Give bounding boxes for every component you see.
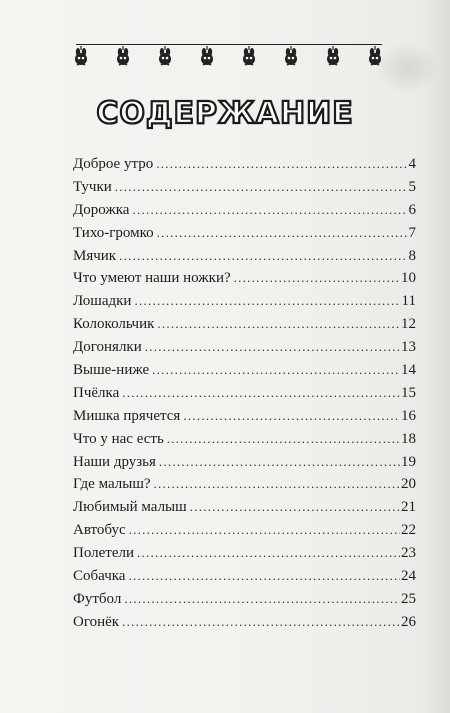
toc-leader-dots	[157, 222, 408, 245]
toc-entry-title: Что у нас есть	[73, 430, 164, 447]
toc-leader-dots	[128, 565, 400, 588]
toc-leader-dots	[145, 336, 400, 359]
toc-entry-page-number: 23	[401, 545, 416, 562]
toc-entry	[73, 542, 416, 565]
toc-entry-title: Тихо-громко	[73, 224, 154, 241]
toc-entry-title: Собачка	[73, 568, 126, 585]
toc-entry-page-number: 26	[401, 613, 416, 630]
toc-entry	[73, 428, 416, 451]
bunny-ornament-icon	[240, 45, 258, 67]
toc-leader-dots	[156, 153, 407, 176]
toc-entry-page-number: 4	[408, 156, 416, 172]
toc-entry-page-number: 19	[401, 453, 416, 470]
bunny-ornament-icon	[198, 45, 216, 67]
toc-entry-page-number: 21	[401, 499, 416, 516]
toc-leader-dots	[119, 245, 407, 268]
table-of-contents	[73, 153, 416, 634]
toc-entry-page-number: 8	[408, 247, 416, 264]
toc-entry-title: Колокольчик	[73, 316, 155, 333]
toc-entry-page-number: 25	[401, 590, 416, 607]
toc-entry	[73, 222, 416, 245]
bunny-ornament-icon	[114, 45, 132, 67]
page-title: СОДЕРЖАНИЕ	[96, 96, 354, 131]
toc-entry-page-number: 11	[401, 293, 416, 310]
toc-entry	[73, 153, 416, 176]
toc-entry-title: Пчёлка	[73, 384, 120, 401]
toc-leader-dots	[132, 199, 407, 222]
toc-entry-page-number: 6	[408, 201, 416, 218]
toc-entry	[73, 588, 416, 611]
toc-entry-page-number: 22	[401, 522, 416, 539]
toc-entry-title: Наши друзья	[73, 453, 156, 470]
toc-entry-page-number: 14	[401, 362, 416, 379]
toc-entry-page-number: 10	[401, 270, 416, 287]
toc-entry-title: Доброе утро	[73, 156, 154, 172]
toc-entry	[73, 267, 416, 290]
toc-entry-page-number: 15	[401, 384, 416, 401]
toc-entry	[73, 336, 416, 359]
bunny-ornament-icon	[282, 45, 300, 67]
toc-entry-title: Что умеют наши ножки?	[73, 270, 231, 287]
toc-entry	[73, 359, 416, 382]
toc-entry	[73, 473, 416, 496]
toc-entry-page-number: 20	[401, 476, 416, 493]
toc-leader-dots	[122, 382, 400, 405]
toc-entry	[73, 451, 416, 474]
bunny-ornament-icon	[156, 45, 174, 67]
toc-leader-dots	[115, 176, 408, 199]
toc-entry-title: Тучки	[73, 178, 112, 195]
toc-entry	[73, 382, 416, 405]
paper-smudge	[378, 44, 438, 92]
toc-entry	[73, 176, 416, 199]
toc-entry-title: Полетели	[73, 545, 135, 562]
toc-entry	[73, 405, 416, 428]
bunny-ornament-icon	[366, 45, 384, 67]
toc-entry-title: Выше-ниже	[73, 362, 150, 379]
toc-entry-title: Догонялки	[73, 339, 142, 356]
toc-leader-dots	[183, 405, 400, 428]
toc-leader-dots	[124, 588, 400, 611]
toc-leader-dots	[234, 267, 400, 290]
toc-entry-page-number: 16	[401, 407, 416, 424]
toc-entry-title: Мячик	[73, 247, 117, 264]
toc-entry	[73, 565, 416, 588]
toc-leader-dots	[129, 519, 400, 542]
toc-entry-title: Футбол	[73, 590, 122, 607]
toc-entry	[73, 519, 416, 542]
toc-leader-dots	[154, 473, 400, 496]
toc-entry-page-number: 13	[401, 339, 416, 356]
ornament-row	[72, 43, 384, 69]
toc-entry	[73, 245, 416, 268]
toc-entry	[73, 496, 416, 519]
toc-entry-title: Мишка прячется	[73, 407, 181, 424]
toc-entry-title: Огонёк	[73, 613, 120, 630]
toc-entry	[73, 313, 416, 336]
bunny-ornament-icon	[72, 45, 90, 67]
toc-entry-title: Дорожка	[73, 201, 130, 218]
toc-leader-dots	[134, 290, 400, 313]
bunny-ornament-icon	[324, 45, 342, 67]
toc-entry-title: Любимый малыш	[73, 499, 187, 516]
toc-entry-title: Автобус	[73, 522, 126, 539]
toc-leader-dots	[137, 542, 400, 565]
toc-entry	[73, 290, 416, 313]
toc-entry-page-number: 24	[401, 568, 416, 585]
toc-entry-page-number: 7	[408, 224, 416, 241]
toc-entry-page-number: 18	[401, 430, 416, 447]
toc-leader-dots	[122, 611, 400, 634]
toc-entry-page-number: 12	[401, 316, 416, 333]
toc-leader-dots	[159, 451, 400, 474]
toc-entry	[73, 199, 416, 222]
toc-entry-title: Лошадки	[73, 293, 132, 310]
toc-leader-dots	[152, 359, 400, 382]
toc-leader-dots	[167, 428, 400, 451]
toc-entry-page-number: 5	[408, 178, 416, 195]
toc-entry	[73, 611, 416, 634]
toc-leader-dots	[157, 313, 400, 336]
toc-entry-title: Где малыш?	[73, 476, 151, 493]
toc-leader-dots	[190, 496, 400, 519]
